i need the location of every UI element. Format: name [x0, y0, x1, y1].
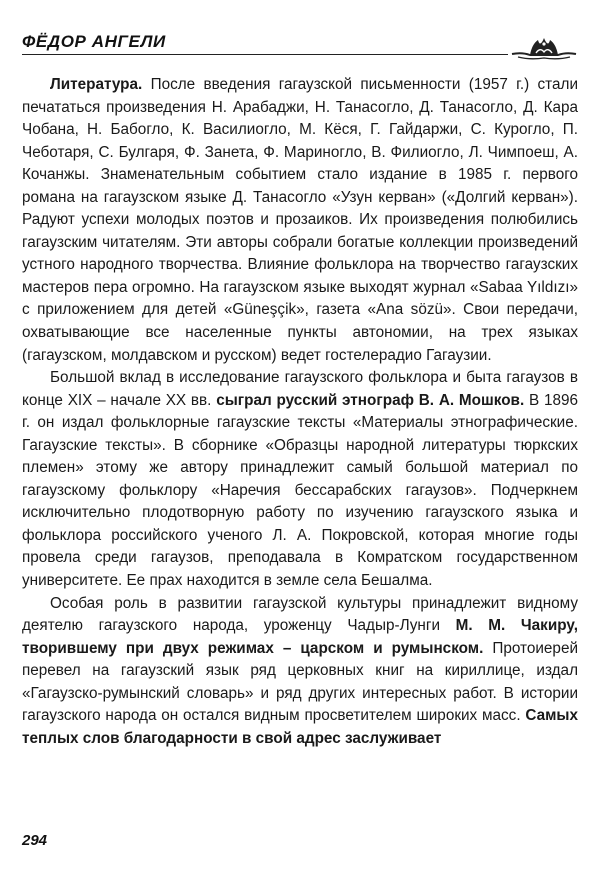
- ornament-icon: [510, 34, 578, 60]
- paragraph-literature: [22, 74, 578, 367]
- paragraph-chakir: [22, 593, 578, 751]
- running-header: [22, 26, 578, 60]
- paragraph-text: После введения гагаузской письменности (1957 г.) стали печататься произведения Н. Арабаджи, Н. Танасогло, Д. Танасогло, Д. Кара Чобана, Н. Бабогло, К. Василиогло, М. Кёся, Г. Гайдаржи, С. Курогло, П. Чеботаря, С. Булгаря, Ф. Занета, Ф. Мариногло, В. Филиогло, Л. Чимпоеш, А. Кочанжы. Знаменательным событием стало издание в 1985 г. первого романа на гагаузском языке Д. Танасогло «Узун керван» («Долгий керван»). Радуют успехи молодых поэтов и прозаиков. Их произведения полюбились гагаузским читателям. Эти авторы собрали богатые коллекции произведений устного народного творчества. Влияние фольклора на творчество гагаузских мастеров пера огромно. На гагаузском языке выходят журнал «Sabaa Yıldızı» с приложением для детей «Güneşçik», газета «Ana sözü». Свои передачи, охватывающие все населенные пункты автономии, на трех языках (гагаузском, молдавском и русском) ведет гостелерадио Гагаузии.: [22, 76, 578, 364]
- main-text: [22, 74, 578, 750]
- paragraph-text: Особая роль в развитии гагаузской культуры принадлежит видному деятелю гагаузского народа, уроженцу Чадыр-Лунги: [22, 594, 578, 635]
- section-heading: Литература.: [50, 76, 143, 93]
- header-rule: [22, 54, 508, 55]
- paragraph-text: Протоиерей перевел на гагаузский язык ряд церковных книг на кириллице, издал «Гагаузско-румынский словарь» и ряд других интересных работ. В истории гагаузского народа он остался видным просветителем широких масс.: [22, 639, 578, 725]
- paragraph-text: В 1896 г. он издал фольклорные гагаузские тексты «Материалы этнографические. Гагаузские тексты». В сборнике «Образцы народной литературы тюркских племен» этому же автору принадлежит самый большой материал по гагаузскому фольклору «Наречия бессарабских гагаузов». Подчеркнем исключительно плодотворную работу по изучению гагаузского языка и фольклора российского ученого Л. А. Покровской, которая многие годы провела среди гагаузов, преподавала в Комратском государственном университете. Ее прах находится в земле села Бешалма.: [22, 391, 578, 590]
- bold-phrase: М. М. Чакиру, творившему при двух режимах – царском и румынском.: [22, 617, 578, 657]
- paragraph-moshkov: [22, 367, 578, 592]
- bold-phrase: Самых теплых слов благодарности в свой адрес заслуживает: [22, 707, 578, 747]
- bold-phrase: сыграл русский этнограф В. А. Мошков.: [216, 391, 525, 409]
- page-number: 294: [22, 832, 48, 849]
- paragraph-text: Большой вклад в исследование гагаузского фольклора и быта гагаузов в конце XIX – начале XX вв.: [22, 369, 578, 409]
- running-title: ФЁДОР АНГЕЛИ: [22, 32, 166, 51]
